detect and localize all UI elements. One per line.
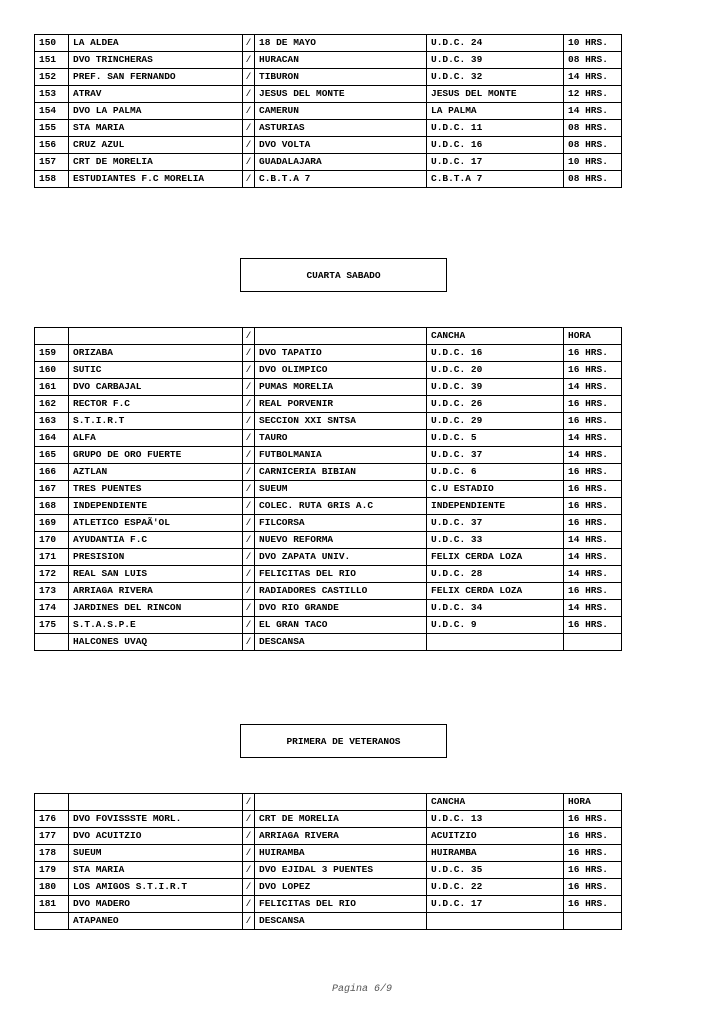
match-number: 178 [35,845,69,862]
venue: HUIRAMBA [427,845,564,862]
match-time: 14 HRS. [564,379,622,396]
match-number: 154 [35,103,69,120]
table-row [35,532,622,549]
away-team: DVO ZAPATA UNIV. [255,549,427,566]
separator: / [243,913,255,930]
home-team: LOS AMIGOS S.T.I.R.T [69,879,243,896]
venue: U.D.C. 29 [427,413,564,430]
home-team: ATRAV [69,86,243,103]
section-title-text: PRIMERA DE VETERANOS [286,735,401,747]
table-row [35,362,622,379]
table-row [35,549,622,566]
table-row [35,913,622,930]
match-time: 10 HRS. [564,154,622,171]
venue: ACUITZIO [427,828,564,845]
match-number: 171 [35,549,69,566]
away-team: PUMAS MORELIA [255,379,427,396]
home-team: STA MARIA [69,120,243,137]
table-row [35,447,622,464]
table-row [35,515,622,532]
home-team: CRUZ AZUL [69,137,243,154]
header-cancha: CANCHA [427,328,564,345]
home-team: ATLETICO ESPAÃ'OL [69,515,243,532]
match-number: 181 [35,896,69,913]
fixtures-table-3-body [35,811,622,930]
venue: C.U ESTADIO [427,481,564,498]
fixtures-table-2 [34,327,622,651]
separator: / [243,532,255,549]
match-number: 169 [35,515,69,532]
separator: / [243,634,255,651]
away-team: ARRIAGA RIVERA [255,828,427,845]
match-time: 12 HRS. [564,86,622,103]
match-time [564,634,622,651]
match-time: 16 HRS. [564,515,622,532]
home-team: SUTIC [69,362,243,379]
home-team: ESTUDIANTES F.C MORELIA [69,171,243,188]
venue: U.D.C. 13 [427,811,564,828]
separator: / [243,896,255,913]
venue: JESUS DEL MONTE [427,86,564,103]
header-row [35,328,622,345]
match-time: 14 HRS. [564,600,622,617]
home-team: STA MARIA [69,862,243,879]
table-row [35,498,622,515]
separator: / [243,171,255,188]
match-time: 16 HRS. [564,862,622,879]
section-title-primera-veteranos [240,724,447,758]
home-team: DVO ACUITZIO [69,828,243,845]
fixtures-table-3 [34,793,622,930]
away-team: HUIRAMBA [255,845,427,862]
table-row [35,600,622,617]
away-team: DVO TAPATIO [255,345,427,362]
home-team: RECTOR F.C [69,396,243,413]
venue: C.B.T.A 7 [427,171,564,188]
separator: / [243,396,255,413]
section-title-cuarta-sabado [240,258,447,292]
match-number: 170 [35,532,69,549]
match-number: 166 [35,464,69,481]
separator: / [243,617,255,634]
home-team: JARDINES DEL RINCON [69,600,243,617]
match-time [564,913,622,930]
header-separator: / [243,328,255,345]
match-number: 152 [35,69,69,86]
separator: / [243,430,255,447]
match-number: 150 [35,35,69,52]
table-row [35,52,622,69]
separator: / [243,413,255,430]
separator: / [243,52,255,69]
match-time: 16 HRS. [564,345,622,362]
header-cancha: CANCHA [427,794,564,811]
home-team: ATAPANEO [69,913,243,930]
match-number: 162 [35,396,69,413]
home-team: PRESISION [69,549,243,566]
away-team: FELICITAS DEL RIO [255,566,427,583]
separator: / [243,583,255,600]
home-team: GRUPO DE ORO FUERTE [69,447,243,464]
header-num [35,328,69,345]
separator: / [243,515,255,532]
venue [427,634,564,651]
table-row [35,379,622,396]
match-time: 16 HRS. [564,811,622,828]
table-row [35,137,622,154]
match-time: 16 HRS. [564,362,622,379]
match-time: 08 HRS. [564,137,622,154]
match-number: 159 [35,345,69,362]
match-time: 16 HRS. [564,828,622,845]
separator: / [243,481,255,498]
table-row [35,583,622,600]
header-away [255,328,427,345]
home-team: DVO LA PALMA [69,103,243,120]
venue: U.D.C. 16 [427,137,564,154]
separator: / [243,35,255,52]
home-team: INDEPENDIENTE [69,498,243,515]
away-team: DVO OLIMPICO [255,362,427,379]
separator: / [243,498,255,515]
separator: / [243,120,255,137]
away-team: HURACAN [255,52,427,69]
away-team: TIBURON [255,69,427,86]
section-title-text: CUARTA SABADO [306,269,381,281]
match-number: 174 [35,600,69,617]
match-number: 180 [35,879,69,896]
match-number: 173 [35,583,69,600]
separator: / [243,845,255,862]
match-number: 160 [35,362,69,379]
away-team: DVO VOLTA [255,137,427,154]
table-row [35,896,622,913]
away-team: CAMERUN [255,103,427,120]
away-team: DVO EJIDAL 3 PUENTES [255,862,427,879]
separator: / [243,362,255,379]
table-row [35,811,622,828]
table-row [35,634,622,651]
table-row [35,845,622,862]
home-team: DVO TRINCHERAS [69,52,243,69]
venue: U.D.C. 17 [427,896,564,913]
header-separator: / [243,794,255,811]
match-number: 179 [35,862,69,879]
match-time: 14 HRS. [564,430,622,447]
match-number: 165 [35,447,69,464]
away-team: EL GRAN TACO [255,617,427,634]
table-row [35,120,622,137]
home-team: LA ALDEA [69,35,243,52]
match-number: 156 [35,137,69,154]
venue: U.D.C. 6 [427,464,564,481]
venue [427,913,564,930]
venue: U.D.C. 28 [427,566,564,583]
away-team: CRT DE MORELIA [255,811,427,828]
venue: U.D.C. 20 [427,362,564,379]
match-time: 16 HRS. [564,845,622,862]
fixtures-table-1 [34,34,622,188]
away-team: ASTURIAS [255,120,427,137]
table-row [35,103,622,120]
venue: U.D.C. 22 [427,879,564,896]
match-time: 08 HRS. [564,171,622,188]
separator: / [243,549,255,566]
table-row [35,35,622,52]
match-number: 168 [35,498,69,515]
venue: U.D.C. 17 [427,154,564,171]
away-team: C.B.T.A 7 [255,171,427,188]
home-team: SUEUM [69,845,243,862]
table-row [35,69,622,86]
match-number: 175 [35,617,69,634]
match-time: 16 HRS. [564,583,622,600]
match-number [35,634,69,651]
away-team: 18 DE MAYO [255,35,427,52]
match-time: 14 HRS. [564,532,622,549]
fixtures-table-1-body [35,35,622,188]
header-num [35,794,69,811]
match-time: 14 HRS. [564,103,622,120]
venue: LA PALMA [427,103,564,120]
away-team: JESUS DEL MONTE [255,86,427,103]
venue: U.D.C. 34 [427,600,564,617]
away-team: FILCORSA [255,515,427,532]
page-footer [0,984,724,995]
home-team: DVO CARBAJAL [69,379,243,396]
match-number: 151 [35,52,69,69]
venue: U.D.C. 5 [427,430,564,447]
page-number: Pagina 6/9 [331,984,392,995]
away-team: NUEVO REFORMA [255,532,427,549]
home-team: AZTLAN [69,464,243,481]
match-number: 167 [35,481,69,498]
header-away [255,794,427,811]
table-row [35,828,622,845]
separator: / [243,379,255,396]
header-row [35,794,622,811]
away-team: DESCANSA [255,634,427,651]
away-team: TAURO [255,430,427,447]
match-number: 153 [35,86,69,103]
away-team: FELICITAS DEL RIO [255,896,427,913]
separator: / [243,345,255,362]
header-hora: HORA [564,328,622,345]
match-number: 172 [35,566,69,583]
home-team: AYUDANTIA F.C [69,532,243,549]
separator: / [243,566,255,583]
home-team: S.T.A.S.P.E [69,617,243,634]
match-time: 16 HRS. [564,481,622,498]
match-number: 164 [35,430,69,447]
venue: U.D.C. 37 [427,447,564,464]
table-row [35,396,622,413]
match-time: 16 HRS. [564,464,622,481]
away-team: SUEUM [255,481,427,498]
separator: / [243,828,255,845]
match-time: 14 HRS. [564,566,622,583]
match-time: 16 HRS. [564,396,622,413]
table-row [35,86,622,103]
separator: / [243,879,255,896]
separator: / [243,154,255,171]
separator: / [243,69,255,86]
away-team: CARNICERIA BIBIAN [255,464,427,481]
table-row [35,171,622,188]
venue: FELIX CERDA LOZA [427,549,564,566]
match-time: 16 HRS. [564,498,622,515]
fixtures-table-2-header [35,328,622,345]
home-team: ORIZABA [69,345,243,362]
venue: U.D.C. 39 [427,379,564,396]
venue: U.D.C. 33 [427,532,564,549]
venue: U.D.C. 16 [427,345,564,362]
home-team: S.T.I.R.T [69,413,243,430]
venue: U.D.C. 32 [427,69,564,86]
match-number: 158 [35,171,69,188]
match-time: 08 HRS. [564,52,622,69]
home-team: ARRIAGA RIVERA [69,583,243,600]
separator: / [243,103,255,120]
home-team: DVO FOVISSSTE MORL. [69,811,243,828]
away-team: GUADALAJARA [255,154,427,171]
table-row [35,617,622,634]
match-time: 16 HRS. [564,896,622,913]
separator: / [243,86,255,103]
match-time: 16 HRS. [564,413,622,430]
away-team: DESCANSA [255,913,427,930]
home-team: TRES PUENTES [69,481,243,498]
match-time: 14 HRS. [564,447,622,464]
match-number: 177 [35,828,69,845]
away-team: COLEC. RUTA GRIS A.C [255,498,427,515]
venue: U.D.C. 24 [427,35,564,52]
match-number: 161 [35,379,69,396]
table-row [35,879,622,896]
separator: / [243,137,255,154]
away-team: REAL PORVENIR [255,396,427,413]
separator: / [243,464,255,481]
away-team: SECCION XXI SNTSA [255,413,427,430]
match-number: 155 [35,120,69,137]
separator: / [243,447,255,464]
home-team: DVO MADERO [69,896,243,913]
match-time: 16 HRS. [564,879,622,896]
match-number: 157 [35,154,69,171]
table-row [35,481,622,498]
home-team: CRT DE MORELIA [69,154,243,171]
away-team: RADIADORES CASTILLO [255,583,427,600]
table-row [35,464,622,481]
venue: U.D.C. 37 [427,515,564,532]
table-row [35,862,622,879]
venue: U.D.C. 9 [427,617,564,634]
venue: U.D.C. 39 [427,52,564,69]
away-team: DVO RIO GRANDE [255,600,427,617]
separator: / [243,811,255,828]
match-number: 176 [35,811,69,828]
separator: / [243,862,255,879]
match-time: 08 HRS. [564,120,622,137]
table-row [35,566,622,583]
match-time: 10 HRS. [564,35,622,52]
table-row [35,345,622,362]
venue: U.D.C. 11 [427,120,564,137]
match-time: 14 HRS. [564,549,622,566]
fixtures-table-2-body [35,345,622,651]
venue: U.D.C. 26 [427,396,564,413]
home-team: ALFA [69,430,243,447]
table-row [35,430,622,447]
home-team: REAL SAN LUIS [69,566,243,583]
header-home [69,328,243,345]
match-time: 14 HRS. [564,69,622,86]
away-team: FUTBOLMANIA [255,447,427,464]
home-team: HALCONES UVAQ [69,634,243,651]
venue: U.D.C. 35 [427,862,564,879]
away-team: DVO LOPEZ [255,879,427,896]
header-home [69,794,243,811]
match-time: 16 HRS. [564,617,622,634]
match-number [35,913,69,930]
venue: FELIX CERDA LOZA [427,583,564,600]
table-row [35,413,622,430]
match-number: 163 [35,413,69,430]
venue: INDEPENDIENTE [427,498,564,515]
home-team: PREF. SAN FERNANDO [69,69,243,86]
separator: / [243,600,255,617]
header-hora: HORA [564,794,622,811]
table-row [35,154,622,171]
fixtures-table-3-header [35,794,622,811]
